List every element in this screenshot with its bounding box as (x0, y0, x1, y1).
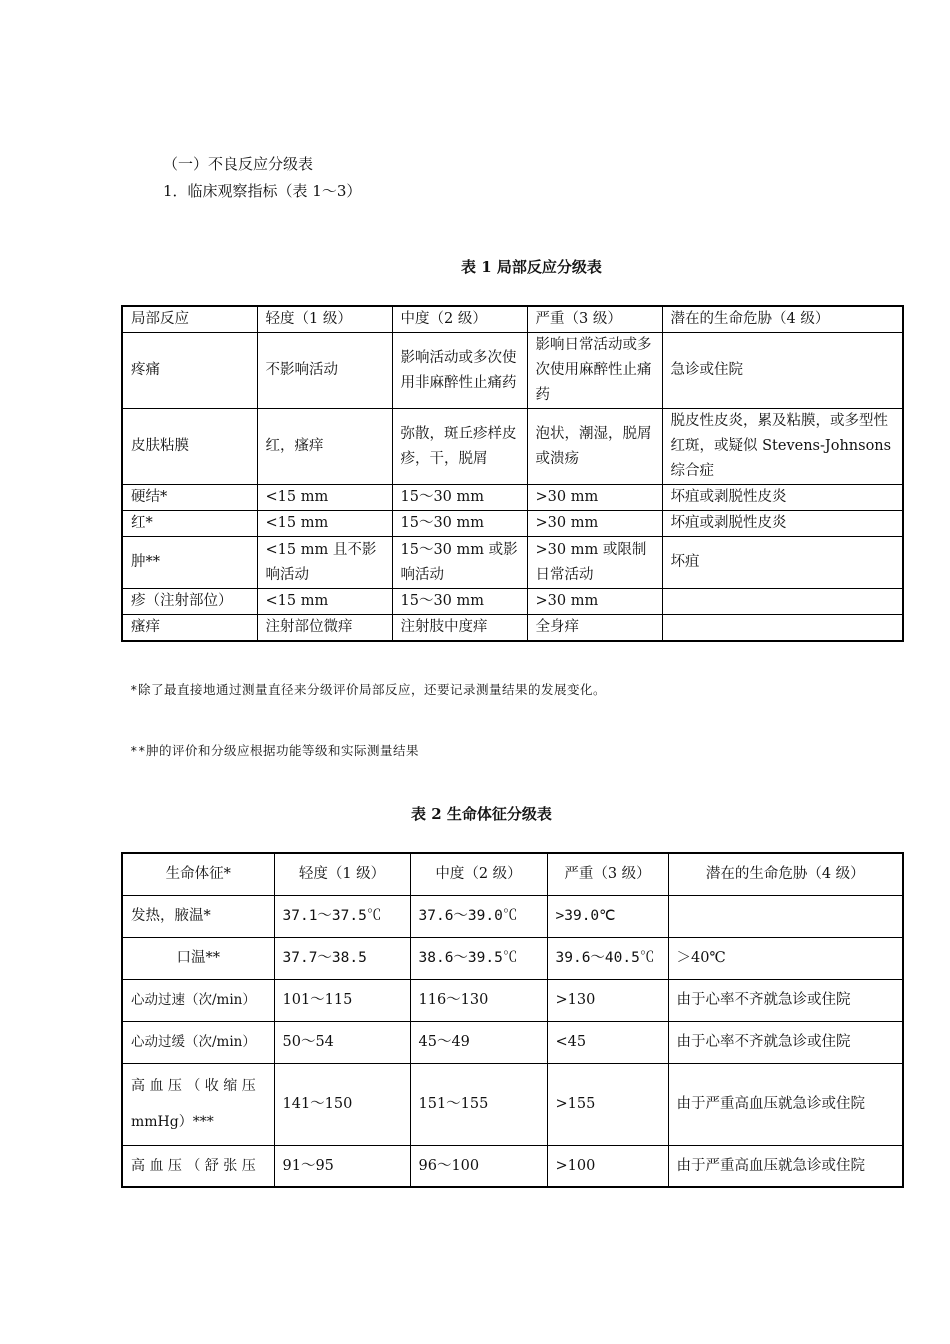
table-cell (662, 589, 903, 615)
table-cell: 疹（注射部位） (122, 589, 257, 615)
table-cell: 注射肢中度痒 (392, 615, 527, 642)
table-row (122, 895, 903, 937)
table-row (122, 537, 903, 589)
table-row (122, 1021, 903, 1063)
table-row (122, 589, 903, 615)
table-cell: 瘙痒 (122, 615, 257, 642)
table-cell: <15 mm 且不影响活动 (257, 537, 392, 589)
table-cell: 注射部位微痒 (257, 615, 392, 642)
table-row (122, 409, 903, 485)
table-cell: 口温** (122, 937, 274, 979)
table-row (122, 937, 903, 979)
column-header: 中度（2 级） (392, 306, 527, 333)
table-cell: ＞40℃ (668, 937, 903, 979)
table-cell: 由于严重高血压就急诊或住院 (668, 1063, 903, 1145)
table-cell: 坏疽或剥脱性皮炎 (662, 485, 903, 511)
table-cell: 39.6～40.5℃ (547, 937, 668, 979)
table-cell: 发热，腋温* (122, 895, 274, 937)
table-cell: 37.1～37.5℃ (274, 895, 410, 937)
table-cell: 全身痒 (527, 615, 662, 642)
table-cell: 心动过速（次/min） (122, 979, 274, 1021)
table-cell: 皮肤粘膜 (122, 409, 257, 485)
table-cell: 急诊或住院 (662, 333, 903, 409)
table-cell: 由于心率不齐就急诊或住院 (668, 1021, 903, 1063)
table-cell: <45 (547, 1021, 668, 1063)
table-cell: 红，瘙痒 (257, 409, 392, 485)
column-header: 轻度（1 级） (274, 853, 410, 895)
table-cell: 15～30 mm 或影响活动 (392, 537, 527, 589)
table-cell: 45～49 (410, 1021, 547, 1063)
table-cell: 脱皮性皮炎，累及粘膜，或多型性红斑，或疑似 Stevens-Johnsons 综合症 (662, 409, 903, 485)
column-header: 潜在的生命危胁（4 级） (668, 853, 903, 895)
footnote-2: **肿的评价和分级应根据功能等级和实际测量结果 (130, 743, 420, 758)
vital-signs-table (121, 852, 904, 1188)
footnote-1: *除了最直接地通过测量直径来分级评价局部反应，还要记录测量结果的发展变化。 (130, 682, 607, 697)
table-cell: >100 (547, 1145, 668, 1187)
table-cell: 坏疽或剥脱性皮炎 (662, 511, 903, 537)
table-cell: 50～54 (274, 1021, 410, 1063)
table-row (122, 979, 903, 1021)
table-cell: 高 血 压 （ 收 缩 压 mmHg）*** (122, 1063, 274, 1145)
table-cell: >155 (547, 1063, 668, 1145)
table-cell: >130 (547, 979, 668, 1021)
table-cell: 116～130 (410, 979, 547, 1021)
table-cell: 15～30 mm (392, 485, 527, 511)
table-row (122, 1145, 903, 1187)
table1-caption: 表 1 局部反应分级表 (461, 258, 602, 276)
table-cell: 37.7～38.5 (274, 937, 410, 979)
column-header: 局部反应 (122, 306, 257, 333)
table-cell: 红* (122, 511, 257, 537)
table-cell: 15～30 mm (392, 589, 527, 615)
table-cell: 泡状，潮湿，脱屑或溃疡 (527, 409, 662, 485)
table-cell: 由于严重高血压就急诊或住院 (668, 1145, 903, 1187)
table-cell: 101～115 (274, 979, 410, 1021)
table-cell: 坏疽 (662, 537, 903, 589)
table-header-row (122, 853, 903, 895)
table-cell: 15～30 mm (392, 511, 527, 537)
table-cell: 91～95 (274, 1145, 410, 1187)
table-cell: 高 血 压 （ 舒 张 压 (122, 1145, 274, 1187)
table-cell: 151～155 (410, 1063, 547, 1145)
table-cell: 疼痛 (122, 333, 257, 409)
table-cell: 心动过缓（次/min） (122, 1021, 274, 1063)
table-row (122, 1063, 903, 1145)
table-cell: <15 mm (257, 511, 392, 537)
subsection-heading: 1．临床观察指标（表 1～3） (163, 182, 362, 200)
table-cell: 肿** (122, 537, 257, 589)
table-cell (668, 895, 903, 937)
table-cell: >30 mm (527, 511, 662, 537)
column-header: 严重（3 级） (527, 306, 662, 333)
table2-caption: 表 2 生命体征分级表 (411, 805, 552, 823)
section-heading: （一）不良反应分级表 (163, 155, 314, 173)
table-cell: >30 mm (527, 589, 662, 615)
table-cell: 由于心率不齐就急诊或住院 (668, 979, 903, 1021)
table-cell: <15 mm (257, 589, 392, 615)
table-cell: 96～100 (410, 1145, 547, 1187)
table-cell: 不影响活动 (257, 333, 392, 409)
table-header-row (122, 306, 903, 333)
column-header: 轻度（1 级） (257, 306, 392, 333)
table-cell: 硬结* (122, 485, 257, 511)
table-cell: 38.6～39.5℃ (410, 937, 547, 979)
table-cell (662, 615, 903, 642)
local-reaction-table (121, 305, 904, 642)
table-cell: >39.0℃ (547, 895, 668, 937)
table-cell: 141～150 (274, 1063, 410, 1145)
table-cell: 影响日常活动或多次使用麻醉性止痛药 (527, 333, 662, 409)
table-cell: <15 mm (257, 485, 392, 511)
column-header: 潜在的生命危胁（4 级） (662, 306, 903, 333)
table-row (122, 615, 903, 642)
table-cell: >30 mm 或限制日常活动 (527, 537, 662, 589)
table-row (122, 333, 903, 409)
column-header: 生命体征* (122, 853, 274, 895)
table-cell: 弥散，斑丘疹样皮疹，干，脱屑 (392, 409, 527, 485)
column-header: 中度（2 级） (410, 853, 547, 895)
column-header: 严重（3 级） (547, 853, 668, 895)
table-row (122, 485, 903, 511)
table-cell: 影响活动或多次使用非麻醉性止痛药 (392, 333, 527, 409)
table-row (122, 511, 903, 537)
table-cell: >30 mm (527, 485, 662, 511)
table-cell: 37.6～39.0℃ (410, 895, 547, 937)
